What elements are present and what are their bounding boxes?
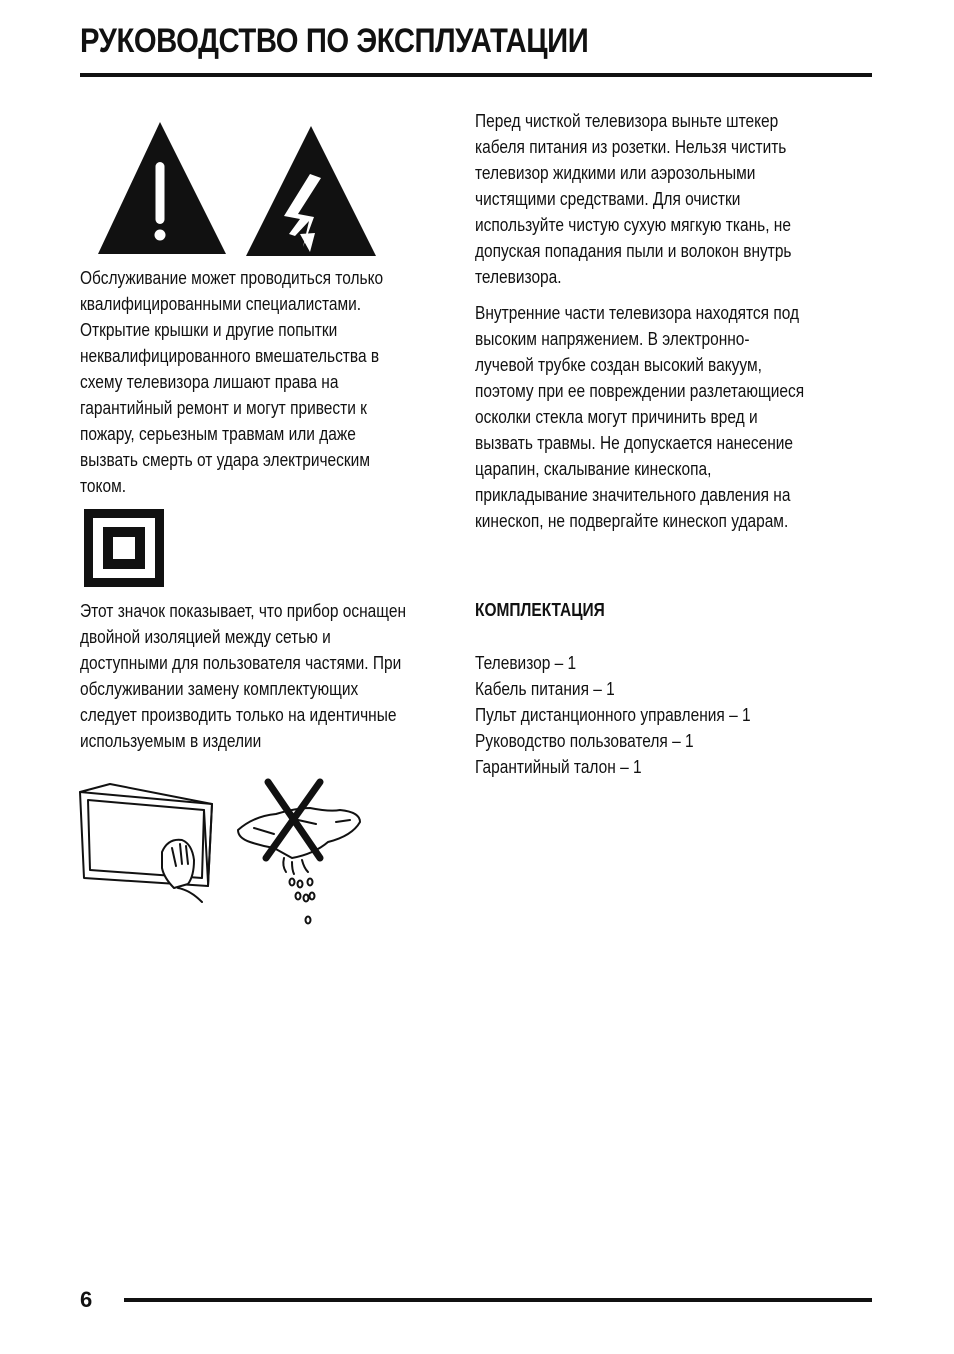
page-number: 6 (80, 1287, 93, 1312)
page-title: РУКОВОДСТВО ПО ЭКСПЛУАТАЦИИ (80, 22, 589, 60)
service-warning-text: Обслуживание может проводиться только квалифицированными специалистами. Открытие крышки и другие попытки неквалифицированного вмешательства в схему телевизора лишают права на гарантийный ремонт и могут привести к пожару, серьезным травмам или даже вызвать смерть от удара электрическим током. (80, 268, 384, 496)
list-item: Гарантийный талон – 1 (475, 757, 642, 777)
double-insulation-icon (84, 509, 164, 587)
tv-wipe-dry-cloth-illustration (80, 784, 212, 902)
cleaning-instructions-text: Перед чисткой телевизора выньте штекер кабеля питания из розетки. Нельзя чистить телевизор жидкими или аэрозольными чистящими средствами. Для очистки используйте чистую сухую мягкую ткань, не допуская попадания пыли и волокон внутрь телевизора. (475, 111, 792, 287)
list-item: Пульт дистанционного управления – 1 (475, 705, 751, 725)
high-voltage-warning-text: Внутренние части телевизора находятся под высоким напряжением. В электронно- лучевой трубке создан высокий вакуум, поэтому при ее повреждении разлетающиеся осколки стекла могут причинить вред и вызвать травмы. Не допускается нанесение царапин, скалывание кинескопа, прикладывание значительного давления на кинескоп, не подвергайте кинескоп ударам. (475, 303, 805, 531)
list-item: Телевизор – 1 (475, 653, 577, 673)
high-voltage-warning-icon (246, 126, 376, 256)
list-item: Кабель питания – 1 (475, 679, 615, 699)
package-contents-heading: КОМПЛЕКТАЦИЯ (475, 600, 605, 620)
cleaning-illustrations (78, 778, 368, 928)
package-contents-list (475, 650, 751, 780)
footer-rule (124, 1298, 872, 1302)
title-rule (80, 73, 872, 77)
warning-icons (96, 120, 378, 260)
wet-cloth-prohibited-illustration (238, 782, 360, 924)
list-item: Руководство пользователя – 1 (475, 731, 694, 751)
double-insulation-text: Этот значок показывает, что прибор оснащен двойной изоляцией между сетью и доступными для пользователя частями. При обслуживании замену комплектующих следует производить только на идентичные используемым в изделии (80, 601, 407, 751)
exclamation-warning-icon (98, 122, 226, 254)
